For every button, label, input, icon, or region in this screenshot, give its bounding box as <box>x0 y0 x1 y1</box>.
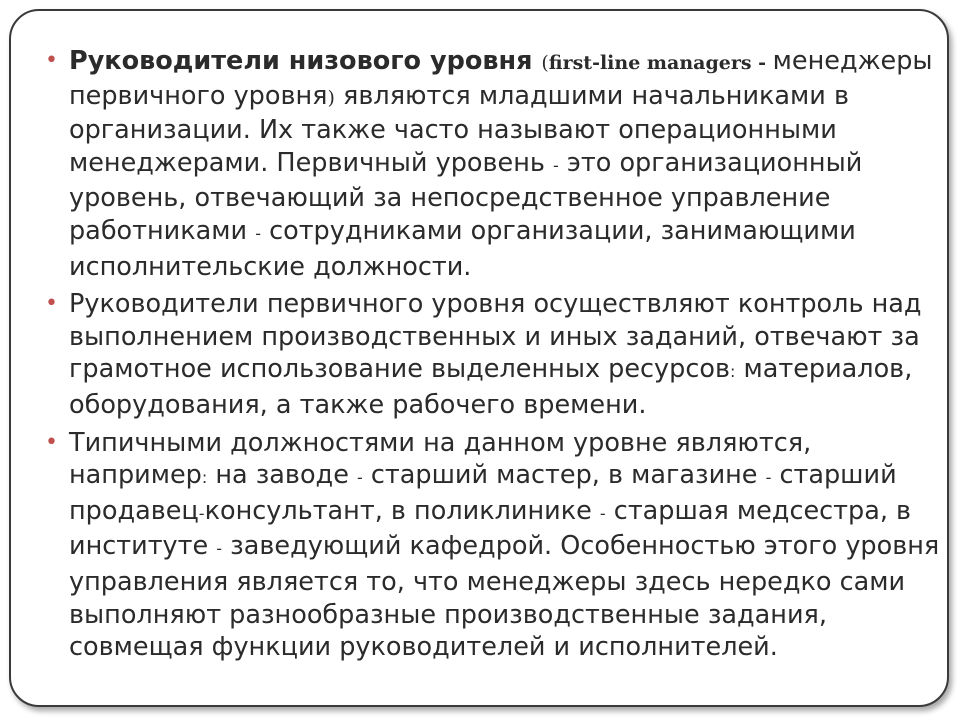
bullet-marker-icon: • <box>45 429 58 455</box>
text-run: материалов, оборудования, а также рабочего времени. <box>69 354 913 420</box>
text-run: - <box>599 503 606 523</box>
text-run: старшая медсестра, в институте <box>69 495 912 562</box>
text-run: first-line managers - <box>548 52 773 74</box>
bullet-marker-icon: • <box>45 48 58 73</box>
text-run: старший продавец <box>69 460 897 526</box>
text-run: старший мастер, в магазине <box>362 460 766 491</box>
text-run: Руководители низового уровня <box>69 46 542 76</box>
text-run: на заводе <box>207 460 357 491</box>
text-run: заведующий кафедрой. Особенностью этого уровня управления является то, что менеджеры здесь нередко сами выполняют разнообразные производственные задания, совмещая функции руководителей и исполнителей. <box>69 531 940 663</box>
text-run: : <box>201 468 208 488</box>
text-run: - <box>255 223 261 243</box>
text-run: - <box>553 155 559 175</box>
text-run: менеджеры первичного уровня <box>69 46 933 111</box>
text-run: - <box>765 468 772 488</box>
text-run: являются младшими начальниками в организации. Их также часто называют операционными менеджерами. Первичный уровень <box>69 80 849 178</box>
text-run: Руководители первичного уровня осуществляют контроль над выполнением производственных и иных заданий, отвечают за грамотное использование выделенных ресурсов <box>69 289 922 385</box>
text-run: ( <box>541 52 549 74</box>
slide-content <box>45 45 949 669</box>
text-run: Типичными должностями на данном уровне являются, например <box>69 427 812 491</box>
bullet-paragraph-3 <box>45 427 949 664</box>
bullet-marker-icon: • <box>45 291 58 317</box>
text-run: сотрудниками организации, занимающими исполнительские должности. <box>69 215 856 282</box>
text-run: - <box>198 503 205 523</box>
bullet-paragraph-2 <box>45 288 949 421</box>
text-run: ) <box>327 86 335 109</box>
text-run: - <box>216 539 223 559</box>
slide-frame <box>9 9 949 707</box>
text-run: консультант, в поликлинике <box>204 495 600 526</box>
text-run: это организационный уровень, отвечающий за непосредственное управление работниками <box>69 147 863 246</box>
text-run: : <box>729 362 736 382</box>
bullet-paragraph-1 <box>45 45 949 283</box>
text-run: - <box>357 468 363 488</box>
